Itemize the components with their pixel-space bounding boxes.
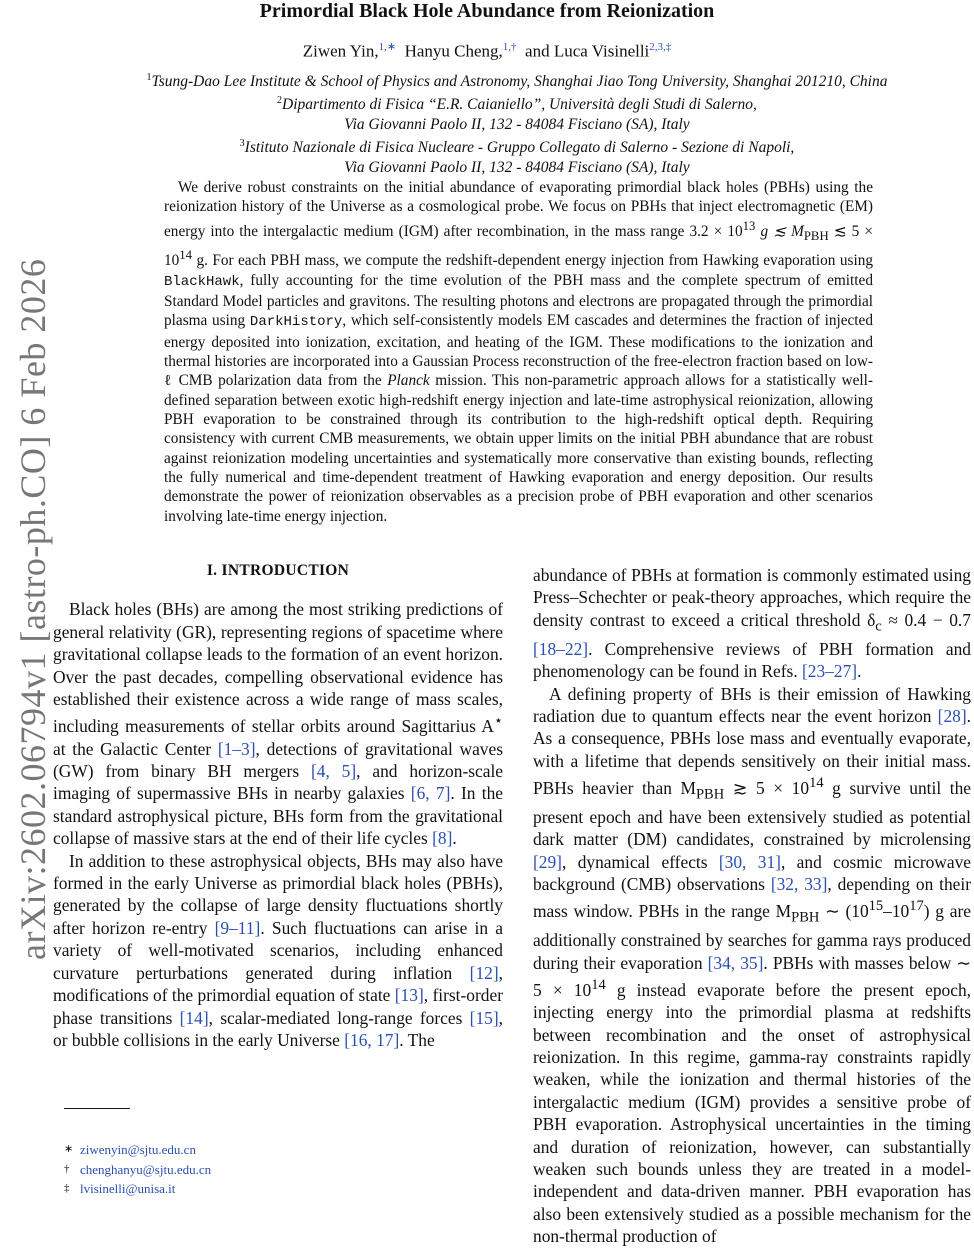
affiliation-text: Via Giovanni Paolo II, 132 - 84084 Fisciano (SA), Italy [344, 158, 690, 176]
left-column [53, 560, 503, 1051]
citation-link[interactable]: [14] [179, 1007, 209, 1028]
citation-link[interactable]: [4, 5] [310, 761, 357, 782]
abstract: We derive robust constraints on the initial abundance of evaporating primordial black holes (PBHs) using the reionization history of the Universe as a cosmological probe. We focus on PBHs that inject electromagnetic (EM) energy into the intergalactic medium (IGM) after recombination, in the mass range $3.2 \times 10^{13}$ g ≲ $M_{PBH}$ ≲ $5 \times 10^{14}$ g. For each PBH mass, we compute the redshift-dependent energy injection from Hawking evaporation using BlackHawk, fully accounting for the time evolution of the PBH mass and the complete spectrum of emitted Standard Model particles and gravitons. The resulting photons and electrons are propagated through the primordial plasma using DarkHistory, which self-consistently models EM cascades and determines the fraction of injected energy deposited into ionization, excitation, and heating of the IGM. These modifications to the ionization and thermal histories are incorporated into a Gaussian Process reconstruction of the free-electron fraction based on low-ℓ CMB polarization data from the Planck mission. This non-parametric approach allows for a statistically well-defined separation between exotic high-redshift energy injection and late-time astrophysical reionization, allowing PBH evaporation to be constrained through its contribution to the high-redshift optical depth. Requiring consistency with current CMB measurements, we obtain upper limits on the initial PBH abundance that are robust against reionization modeling uncertainties and systematically more conservative than existing bounds, reflecting the fully numerical and time-dependent treatment of Hawking evaporation and energy deposition. Our results demonstrate the power of reionization observables as a precision probe of PBH evaporation and other scenarios involving late-time energy injection. [164, 179, 873, 525]
body-paragraph: In addition to these astrophysical objects, BHs may also have formed in the early Universe as primordial black holes (PBHs), generated by the collapse of large density fluctuations shortly after horizon re-entry [9–11]. Such fluctuations can arise in a variety of well-motivated scenarios, including enhanced curvature perturbations generated during inflation [12], modifications of the primordial equation of state [13], first-order phase transitions [14], scalar-mediated long-range forces [15], or bubble collisions in the early Universe [16, 17]. The [53, 850, 504, 1050]
citation-link[interactable]: [15] [469, 1007, 499, 1028]
citation-link[interactable]: [9–11] [214, 917, 261, 938]
email-link[interactable]: lvisinelli@unisa.it [80, 1181, 176, 1196]
footnote-mark: † [64, 1162, 70, 1175]
citation-link[interactable]: [28] [937, 705, 967, 726]
citation-link[interactable]: [13] [394, 985, 424, 1006]
affiliation-text: Via Giovanni Paolo II, 132 - 84084 Fisciano (SA), Italy [344, 115, 690, 133]
author-name: Hanyu Cheng, [404, 41, 503, 61]
citation-link[interactable]: [34, 35] [707, 952, 764, 973]
author-name: Ziwen Yin, [302, 41, 379, 61]
citation-link[interactable]: [29] [533, 851, 562, 872]
affiliation-line [60, 134, 974, 157]
footnote-list [64, 1140, 464, 1199]
affiliation-line [60, 68, 974, 91]
citation-link[interactable]: [32, 33] [770, 874, 828, 895]
affiliation-text: Dipartimento di Fisica “E.R. Caianiello”, Università degli Studi di Salerno, [282, 96, 757, 114]
author-affiliation-mark[interactable]: 1,∗ [378, 41, 397, 53]
code-darkhistory: DarkHistory [249, 314, 343, 331]
citation-link[interactable]: [18–22] [533, 638, 589, 659]
footnote-mark: ‡ [64, 1182, 70, 1194]
citation-link[interactable]: [1–3] [217, 738, 256, 759]
code-blackhawk: BlackHawk [164, 273, 240, 290]
affiliation-line [60, 115, 974, 134]
footnote-mark: ∗ [64, 1143, 74, 1155]
footnote [64, 1179, 464, 1199]
citation-link[interactable]: [6, 7] [410, 783, 451, 804]
footnote [64, 1160, 464, 1180]
right-column [533, 564, 971, 1248]
affiliation-line [60, 91, 974, 114]
arxiv-identifier[interactable]: arXiv:2602.06794v1 [astro-ph.CO] 6 Feb 2026 [13, 258, 53, 960]
affiliation-mark: 1 [146, 72, 152, 83]
citation-link[interactable]: [23–27] [802, 661, 858, 682]
body-paragraph: abundance of PBHs at formation is commonly estimated using Press–Schechter or peak-theory approaches, which require the density contrast to exceed a critical threshold $\delta_c \approx 0.4 - 0.7$ [18–22]. Comprehensive reviews of PBH formation and phenomenology can be found in Refs. [23–27]. [533, 565, 971, 682]
citation-link[interactable]: [16, 17] [344, 1029, 400, 1050]
paper-title: Primordial Black Hole Abundance from Reionization [259, 0, 715, 22]
email-link[interactable]: ziwenyin@sjtu.edu.cn [80, 1142, 196, 1157]
affiliation-line [60, 158, 974, 177]
author-affiliation-mark[interactable]: 1,† [502, 41, 517, 53]
affiliation-text: Istituto Nazionale di Fisica Nucleare - Gruppo Collegato di Salerno - Sezione di Napoli, [244, 139, 795, 157]
citation-link[interactable]: [8] [432, 828, 453, 849]
citation-link[interactable]: [12] [469, 962, 499, 983]
body-paragraph: A defining property of BHs is their emission of Hawking radiation due to quantum effects near the event horizon [28]. As a consequence, PBHs lose mass and eventually evaporate, with a lifetime that depends sensitively on their initial mass. PBHs heavier than $M_{PBH}$ ≳ $5 \times 10^{14}$ g survive until the present epoch and have been extensively studied as potential dark matter (DM) candidates, constrained by microlensing [29], dynamical effects [30, 31], and cosmic microwave background (CMB) observations [32, 33], depending on their mass window. PBHs in the range $M_{PBH}$ ∼ $(10^{15}-10^{17})$ g are additionally constrained by searches for gamma rays produced during their evaporation [34, 35]. PBHs with masses below ∼ $5 \times 10^{14}$ g instead evaporate before the present epoch, injecting energy into the primordial plasma at redshifts between recombination and the onset of astrophysical reionization. In this regime, gamma-ray constraints rapidly weaken, while the ionization and thermal histories of the intergalactic medium (IGM) provides a sensitive probe of PBH evaporation. Astrophysical uncertainties in the timing and duration of reionization, however, can substantially weaken such bounds unless they are treated in a model-independent and data-driven manner. PBH evaporation has also been extensively studied as a possible mechanism for the non-thermal production of [533, 683, 972, 1247]
footnote [64, 1140, 464, 1160]
affiliation-text: Tsung-Dao Lee Institute & School of Physics and Astronomy, Shanghai Jiao Tong University, Shanghai 201210, China [151, 73, 888, 91]
body-paragraph: Black holes (BHs) are among the most striking predictions of general relativity (GR), representing regions of spacetime where gravitational collapse leads to the formation of an event horizon. Over the past decades, compelling observational evidence has established their existence across a wide range of mass scales, including measurements of stellar orbits around Sagittarius A⋆ at the Galactic Center [1–3], detections of gravitational waves (GW) from binary BH mergers [4, 5], and horizon-scale imaging of supermassive BHs in nearby galaxies [6, 7]. In the standard astrophysical picture, BHs form from the gravitational collapse of massive stars at the end of their life cycles [8]. [53, 599, 504, 849]
email-link[interactable]: chenghanyu@sjtu.edu.cn [80, 1161, 212, 1177]
citation-link[interactable]: [30, 31] [718, 851, 781, 872]
author-name: and Luca Visinelli [525, 41, 650, 61]
affiliation-mark: 3 [239, 138, 245, 150]
author-list [0, 40, 974, 62]
section-heading: I. INTRODUCTION [206, 562, 350, 579]
affiliation-mark: 2 [277, 95, 283, 107]
author-affiliation-mark[interactable]: 2,3,‡ [649, 41, 672, 53]
affiliation-list [60, 68, 974, 177]
footnote-divider [64, 1108, 130, 1109]
